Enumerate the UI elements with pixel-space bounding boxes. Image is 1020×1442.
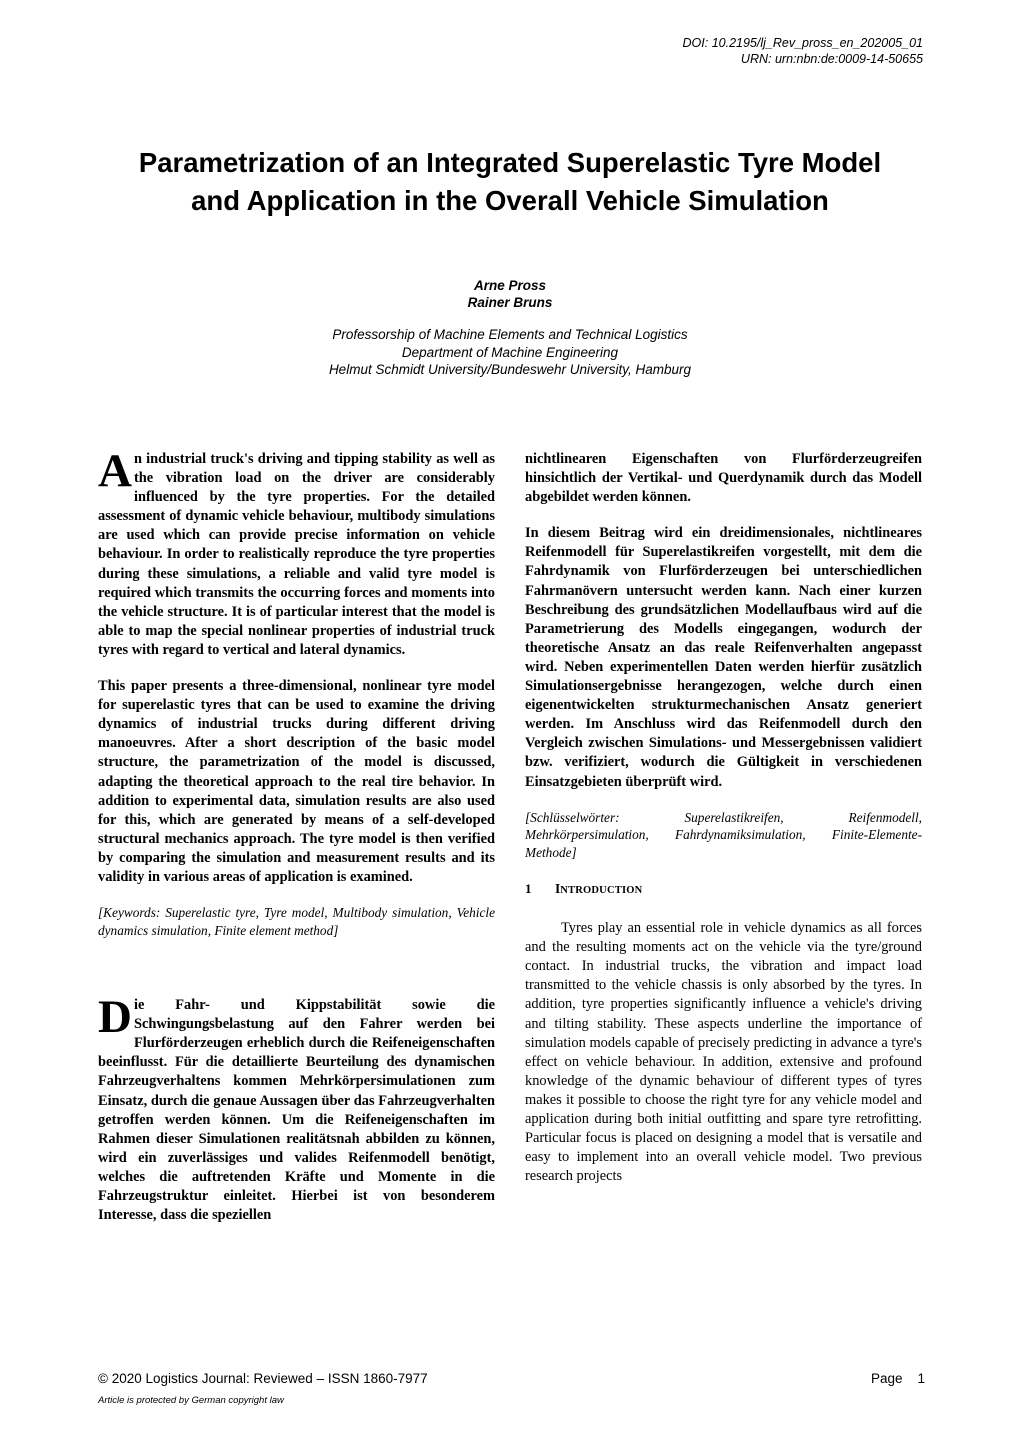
abstract-en-text-1: n industrial truck's driving and tipping stability as well as the vibration load on the driver are considerably influenced by the tyre properties. For the detailed assessment of dynamic vehicle behaviour, multibody simulations are used which can provide precise information on vehicle behaviour. In order to realistically reproduce the tyre properties during these simulations, a reliable and valid tyre model is required which transmits the occurring forces and moments into the vehicle structure. It is of particular interest that the model is able to map the special nonlinear properties of industrial truck tyres with regard to vertical and lateral dynamics. [98, 451, 495, 658]
abstract-de-text-1a: ie Fahr- und Kippstabilität sowie die Schwingungsbelastung auf den Fahrer werden bei Flurförderzeugen erheblich durch die Reifeneigenschaften beeinflusst. Für die detaillierte Beurteilung des dynamischen Fahrzeugverhaltens kommen Mehrkörpersimulationen zum Einsatz, durch die genaue Aussagen über das Fahrzeugverhalten getroffen werden können. Um die Reifeneigenschaften im Rahmen dieser Simulationen realitätsnah abbilden zu können, wird ein zuverlässiges und valides Reifenmodell benötigt, welches die auftretenden Kräfte und Momente in die Fahrzeugstruktur einleitet. Hierbei ist von besonderem Interesse, dass die speziellen [98, 997, 495, 1224]
abstract-de-paragraph-1 [98, 991, 495, 1225]
dropcap-d: D [98, 991, 132, 1044]
page-number: 1 [917, 1371, 925, 1386]
footer-copyright: © 2020 Logistics Journal: Reviewed – ISSN 1860-7977 [98, 1371, 428, 1386]
right-column [525, 450, 922, 1186]
abstract-en-paragraph-2: This paper presents a three-dimensional, nonlinear tyre model for superelastic tyres that can be used to examine the driving dynamics of industrial trucks during different driving manoeuvres. After a short description of the basic model structure, the parametrization of the model is discussed, adapting the theoretical approach to the real tire behavior. In addition to experimental data, simulation results are also used for this, which are generated by means of a self-developed structural mechanics approach. The tyre model is then verified by comparing the simulation and measurement results and its validity in various areas of application is examined. [98, 678, 495, 885]
page-label: Page [870, 1371, 903, 1386]
keywords-de: [Schlüsselwörter: Superelastikreifen, Reifenmodell, Mehrkörpersimulation, Fahrdynamiksimulation, Finite-Elemente-Methode] [525, 809, 922, 860]
section-title-rest: NTRODUCTION [560, 885, 643, 897]
introduction-paragraph: Tyres play an essential role in vehicle dynamics as all forces and the resulting moments act on the vehicle via the tyre/ground contact. In industrial trucks, the vibration and impact load transmitted to the vehicle chassis is only absorbed by the tyres. In addition, tyre properties significantly influence a vehicle's driving and tilting stability. These aspects underline the importance of simulation models capable of precisely predicting in advance a tyre's effect on vehicle behaviour. In addition, extensive and profound knowledge of the dynamic behaviour of different types of tyres makes it possible to choose the right tyre for any vehicle model and application during both initial outfitting and spare tyre retrofitting. Particular focus is placed on designing a model that is versatile and easy to implement into an overall vehicle model. Two previous research projects [525, 920, 922, 1185]
author-1: Arne Pross [473, 278, 547, 293]
abstract-de-paragraph-2: In diesem Beitrag wird ein dreidimensionales, nichtlineares Reifenmodell für Superelastikreifen vorgestellt, mit dem die Fahrdynamik von Flurförderzeugen bei unterschiedlichen Fahrmanövern untersucht werden kann. Nach einer kurzen Beschreibung des grundsätzlichen Modellaufbaus wird auf die Parametrierung des Modells eingegangen, wodurch der theoretische Ansatz an das reale Reifenverhalten angepasst wird. Neben experimentellen Daten werden hierfür zusätzlich Simulationsergebnisse herangezogen, welche durch einen eigenentwickelten strukturmechanischen Ansatz generiert werden. Im Anschluss wird das Reifenmodell durch den Vergleich zwischen Simulations- und Messergebnissen validiert bzw. verifiziert, wodurch die Gültigkeit in verschiedenen Einsatzgebieten überprüft wird. [525, 525, 922, 790]
affiliation [0, 326, 1020, 379]
author-2: Rainer Bruns [467, 295, 553, 310]
affiliation-line-3: Helmut Schmidt University/Bundeswehr University, Hamburg [328, 362, 692, 377]
title-line-1: Parametrization of an Integrated Superelastic Tyre Model [138, 147, 882, 178]
section-heading-introduction [525, 880, 922, 900]
footer-copyright-note: Article is protected by German copyright law [98, 1395, 284, 1406]
section-title-initial: I [555, 881, 561, 897]
title-line-2: and Application in the Overall Vehicle Simulation [191, 185, 829, 216]
affiliation-line-2: Department of Machine Engineering [401, 344, 619, 360]
affiliation-line-1: Professorship of Machine Elements and Technical Logistics [332, 327, 688, 342]
doi-block [683, 35, 923, 67]
dropcap-a: A [98, 445, 132, 497]
section-number: 1 [525, 881, 532, 897]
author-list [0, 277, 1020, 311]
left-column [98, 445, 495, 1225]
abstract-de-text-1b: nichtlinearen Eigenschaften von Flurförderzeugreifen hinsichtlich der Vertikal- und Querdynamik durch das Modell abgebildet werden können. [525, 451, 922, 506]
urn-text: URN: urn:nbn:de:0009-14-50655 [740, 52, 923, 66]
doi-text[interactable]: DOI: 10.2195/lj_Rev_pross_en_202005_01 [682, 36, 923, 50]
paper-title [60, 144, 960, 220]
footer-page [871, 1370, 925, 1388]
abstract-en-paragraph-1 [98, 445, 495, 660]
keywords-en: [Keywords: Superelastic tyre, Tyre model, Multibody simulation, Vehicle dynamics simulation, Finite element method] [98, 905, 495, 938]
